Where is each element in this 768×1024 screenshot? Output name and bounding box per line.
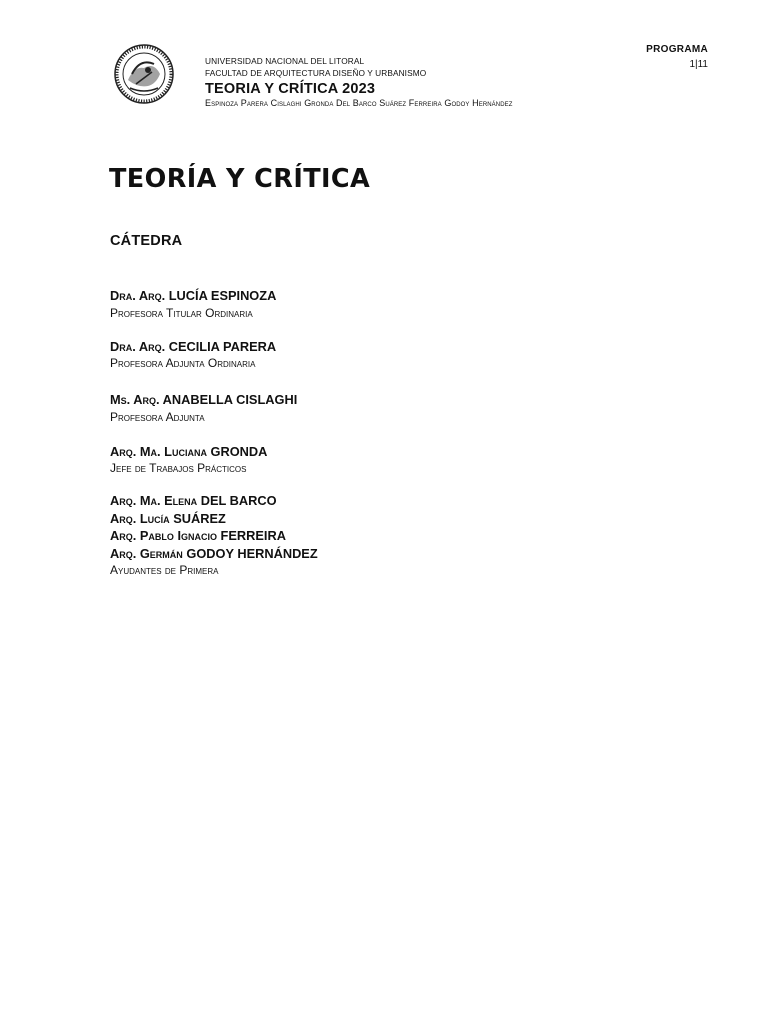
course-title: TEORIA Y CRÍTICA 2023 <box>205 81 376 97</box>
page-title: TEORÍA Y CRÍTICA <box>109 164 371 194</box>
university-name: UNIVERSIDAD NACIONAL DEL LITORAL <box>205 56 365 66</box>
staff-name: Arq. Lucía SUÁREZ <box>110 510 226 526</box>
staff-name: Arq. Ma. Elena DEL BARCO <box>110 493 277 508</box>
staff-name: Dra. Arq. LUCÍA ESPINOZA <box>110 288 277 303</box>
staff-list <box>110 287 670 579</box>
staff-member <box>110 287 670 322</box>
staff-role: Profesora Adjunta Ordinaria <box>110 356 256 370</box>
staff-name: Arq. Ma. Luciana GRONDA <box>110 443 268 459</box>
page-number: 1|11 <box>689 59 708 70</box>
staff-member <box>110 391 670 426</box>
staff-member <box>110 338 670 373</box>
staff-role: Profesora Adjunta <box>110 409 205 424</box>
section-heading: CÁTEDRA <box>110 233 183 249</box>
staff-member <box>110 443 670 478</box>
staff-role: Ayudantes de Primera <box>110 563 219 577</box>
university-seal-logo <box>114 44 174 104</box>
staff-role: Jefe de Trabajos Prácticos <box>110 461 247 475</box>
staff-member-group <box>110 492 670 579</box>
staff-name: Arq. Pablo Ignacio FERREIRA <box>110 528 286 543</box>
staff-name: Ms. Arq. ANABELLA CISLAGHI <box>110 392 298 407</box>
programa-label: PROGRAMA <box>646 44 708 55</box>
faculty-name: FACULTAD DE ARQUITECTURA DISEÑO Y URBANISMO <box>205 68 427 78</box>
page-label-block <box>646 44 708 70</box>
staff-role: Profesora Titular Ordinaria <box>110 305 253 320</box>
staff-name: Arq. Germán GODOY HERNÁNDEZ <box>110 545 318 561</box>
staff-name: Dra. Arq. CECILIA PARERA <box>110 338 277 354</box>
document-header <box>205 55 513 109</box>
authors-line: Espinoza Parera Cislaghi Gronda Del Barco Suárez Ferreira Godoy Hernández <box>205 98 513 108</box>
